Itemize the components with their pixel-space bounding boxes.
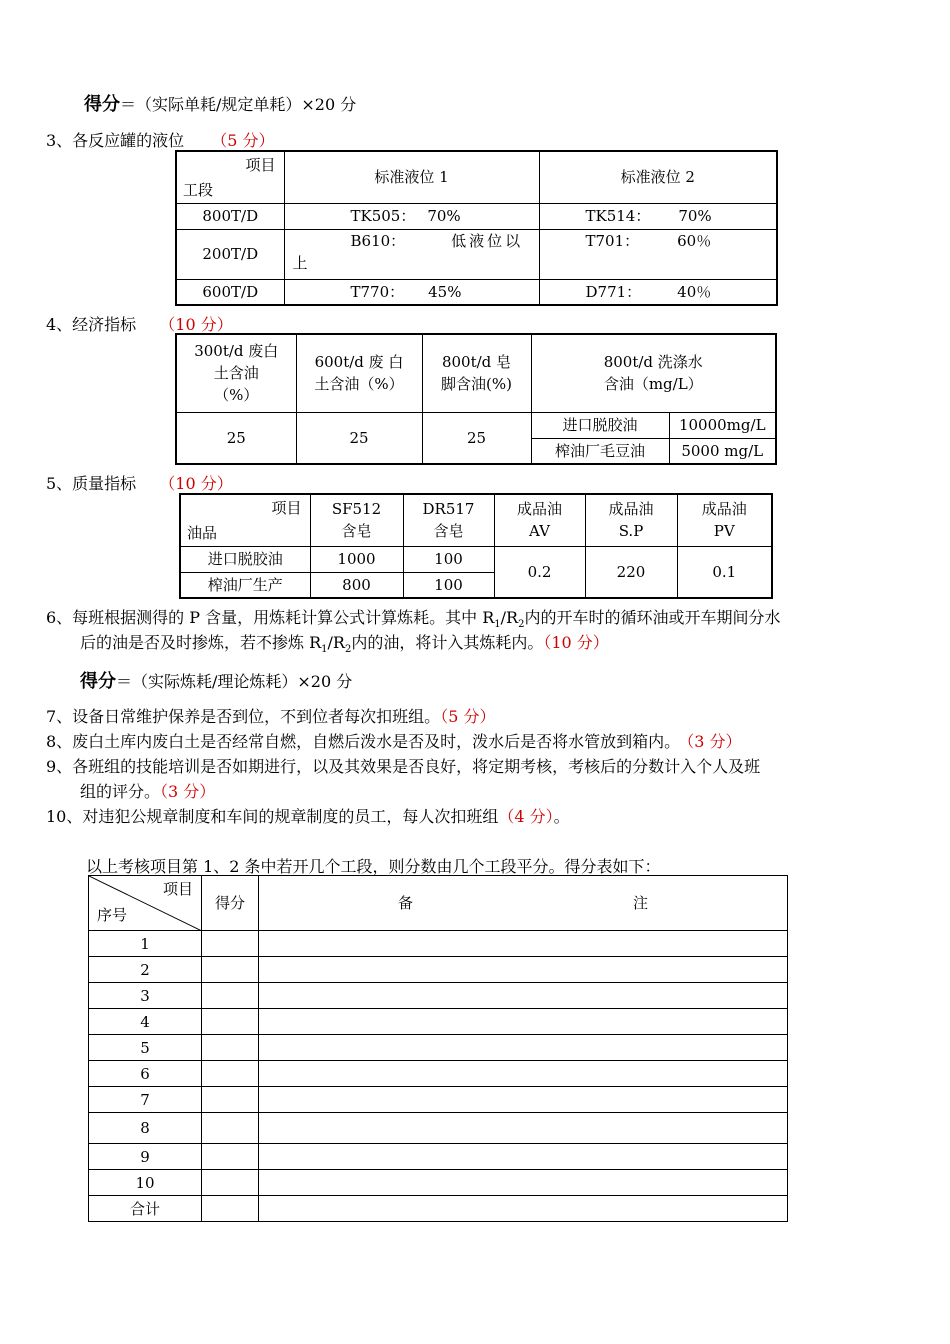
item-9-text: 组的评分。 bbox=[80, 782, 161, 801]
item-6-line-1 bbox=[46, 605, 780, 630]
item-6-text: 后的油是否及时掺炼，若不掺炼 R bbox=[80, 633, 322, 652]
item-10 bbox=[46, 804, 570, 827]
item-10-points: （4 分） bbox=[498, 807, 554, 826]
header-line: （%） bbox=[214, 386, 259, 405]
header-line: 含皂 bbox=[433, 522, 464, 541]
score-formula-2 bbox=[80, 667, 352, 693]
score-formula-1 bbox=[84, 90, 356, 116]
tank-label: T770： bbox=[350, 282, 405, 301]
score-cell[interactable] bbox=[202, 1061, 259, 1087]
header-300t bbox=[176, 334, 296, 412]
tank-value: 70% bbox=[427, 207, 461, 225]
tank-value: 70% bbox=[678, 207, 712, 225]
section-cell: 200T/D bbox=[176, 229, 284, 279]
note-cell[interactable] bbox=[259, 931, 788, 957]
note-cell[interactable] bbox=[259, 1061, 788, 1087]
note-cell[interactable] bbox=[259, 1035, 788, 1061]
header-line: 含皂 bbox=[341, 522, 372, 541]
row-number: 2 bbox=[89, 957, 202, 983]
score-formula: ＝（实际炼耗/理论炼耗）×20 分 bbox=[116, 672, 353, 691]
dr517-cell: 100 bbox=[403, 572, 494, 598]
table-corner bbox=[89, 876, 202, 931]
item-6-text: /R bbox=[327, 633, 345, 652]
item-4-heading bbox=[46, 312, 233, 335]
score-cell[interactable] bbox=[202, 1035, 259, 1061]
corner-top: 项目 bbox=[245, 156, 276, 174]
corner-top: 项目 bbox=[271, 499, 302, 517]
score-label: 得分 bbox=[80, 671, 116, 692]
item-5-points: （10 分） bbox=[159, 474, 233, 493]
level-2-cell bbox=[539, 279, 777, 305]
sub-value-cell: 10000mg/L bbox=[669, 412, 776, 438]
header-line: 800t/d 洗涤水 bbox=[603, 353, 703, 372]
row-number: 4 bbox=[89, 1009, 202, 1035]
section-cell: 800T/D bbox=[176, 203, 284, 229]
row-number: 7 bbox=[89, 1087, 202, 1113]
row-number: 1 bbox=[89, 931, 202, 957]
item-4-title: 4、经济指标 bbox=[46, 315, 137, 334]
note-cell[interactable] bbox=[259, 1144, 788, 1170]
row-number: 8 bbox=[89, 1113, 202, 1144]
header-800t-wash bbox=[531, 334, 776, 412]
section-cell: 600T/D bbox=[176, 279, 284, 305]
header-line: 成品油 bbox=[516, 500, 562, 519]
note-cell[interactable] bbox=[259, 1196, 788, 1222]
header-level-1: 标准液位 1 bbox=[284, 151, 539, 203]
table-corner bbox=[176, 151, 284, 203]
tank-label: B610： bbox=[350, 231, 406, 250]
item-6-text: 内的开车时的循环油或开车期间分水 bbox=[524, 608, 781, 627]
quality-index-table bbox=[179, 493, 773, 599]
tank-value: 45% bbox=[428, 282, 462, 301]
item-3-points: （5 分） bbox=[211, 131, 275, 150]
score-cell[interactable] bbox=[202, 1113, 259, 1144]
row-number: 9 bbox=[89, 1144, 202, 1170]
item-4-points: （10 分） bbox=[159, 315, 233, 334]
item-6-text: 内的油，将计入其炼耗内。 bbox=[351, 633, 544, 652]
item-7-points: （5 分） bbox=[440, 707, 496, 726]
header-800t-soap bbox=[422, 334, 531, 412]
note-cell[interactable] bbox=[259, 983, 788, 1009]
subscript: 2 bbox=[518, 619, 525, 631]
oil-name-cell: 榨油厂生产 bbox=[180, 572, 310, 598]
item-9-line-2 bbox=[80, 779, 215, 802]
header-note bbox=[259, 876, 788, 931]
score-table bbox=[88, 875, 788, 1222]
header-score: 得分 bbox=[202, 876, 259, 931]
note-cell[interactable] bbox=[259, 1170, 788, 1196]
header-av bbox=[494, 494, 585, 546]
subscript: 2 bbox=[344, 644, 352, 656]
corner-bottom: 工段 bbox=[183, 180, 214, 199]
score-formula: ＝（实际单耗/规定单耗）×20 分 bbox=[120, 95, 357, 114]
tank-value: 40％ bbox=[677, 282, 712, 301]
score-cell[interactable] bbox=[202, 1196, 259, 1222]
score-cell[interactable] bbox=[202, 1170, 259, 1196]
subscript: 1 bbox=[494, 619, 501, 631]
tank-label: TK505： bbox=[350, 207, 416, 225]
note-cell[interactable] bbox=[259, 1009, 788, 1035]
corner-bottom: 油品 bbox=[187, 523, 218, 542]
item-8-text: 8、废白土库内废白土是否经常自燃，自燃后泼水是否及时，泼水后是否将水管放到箱内。 bbox=[46, 732, 681, 751]
header-line: SF512 bbox=[331, 500, 382, 519]
tank-label: T701： bbox=[585, 231, 640, 250]
item-9-text: 9、各班组的技能培训是否如期进行，以及其效果是否良好，将定期考核，考核后的分数计入个人及班 bbox=[46, 757, 761, 776]
row-number: 5 bbox=[89, 1035, 202, 1061]
liquid-level-table bbox=[175, 150, 778, 306]
av-cell: 0.2 bbox=[494, 546, 585, 598]
tank-label: D771： bbox=[585, 282, 642, 301]
tank-value: 低液位以 bbox=[451, 231, 524, 250]
item-3-title: 3、各反应罐的液位 bbox=[46, 131, 185, 150]
item-5-heading bbox=[46, 471, 233, 494]
row-number: 6 bbox=[89, 1061, 202, 1087]
item-9-points: （3 分） bbox=[160, 782, 216, 801]
sp-cell: 220 bbox=[585, 546, 677, 598]
header-line: 土含油 bbox=[213, 364, 259, 383]
header-line: 600t/d 废 白 bbox=[314, 353, 404, 372]
subscript: 1 bbox=[321, 644, 328, 656]
header-line: AV bbox=[529, 522, 550, 541]
score-cell[interactable] bbox=[202, 983, 259, 1009]
level-2-cell bbox=[539, 229, 777, 279]
row-number: 3 bbox=[89, 983, 202, 1009]
header-line: 含油（mg/L） bbox=[603, 375, 703, 394]
sf512-cell: 800 bbox=[310, 572, 403, 598]
header-sp bbox=[585, 494, 677, 546]
sub-name-cell: 榨油厂毛豆油 bbox=[531, 438, 669, 464]
item-7-text: 7、设备日常维护保养是否到位，不到位者每次扣班组。 bbox=[46, 707, 441, 726]
header-sf512 bbox=[310, 494, 403, 546]
sub-name-cell: 进口脱胶油 bbox=[531, 412, 669, 438]
dr517-cell: 100 bbox=[403, 546, 494, 572]
corner-top: 项目 bbox=[162, 880, 193, 898]
item-10-text: 10、对违犯公规章制度和车间的规章制度的员工，每人次扣班组 bbox=[46, 807, 499, 826]
header-line: 成品油 bbox=[701, 500, 747, 519]
summary-text: 以上考核项目第 1、2 条中若开几个工段，则分数由几个工段平分。得分表如下： bbox=[86, 857, 661, 876]
item-10-tail: 。 bbox=[553, 807, 570, 826]
header-line: DR517 bbox=[422, 500, 475, 519]
oil-name-cell: 进口脱胶油 bbox=[180, 546, 310, 572]
tank-label: TK514： bbox=[585, 207, 651, 225]
item-8-points: （3 分） bbox=[686, 732, 742, 751]
header-line: 300t/d 废白 bbox=[194, 342, 279, 361]
item-6-points: （10 分） bbox=[543, 633, 609, 652]
tank-value: 60％ bbox=[677, 231, 712, 250]
score-cell[interactable] bbox=[202, 957, 259, 983]
value-cell: 25 bbox=[422, 412, 531, 464]
score-cell[interactable] bbox=[202, 931, 259, 957]
value-cell: 25 bbox=[176, 412, 296, 464]
level-1-cell bbox=[284, 203, 539, 229]
note-cell[interactable] bbox=[259, 957, 788, 983]
header-dr517 bbox=[403, 494, 494, 546]
score-cell[interactable] bbox=[202, 1087, 259, 1113]
score-label: 得分 bbox=[84, 94, 120, 115]
corner-bottom: 序号 bbox=[97, 906, 128, 924]
item-6-text: /R bbox=[500, 608, 519, 627]
header-note-b: 注 bbox=[633, 894, 649, 912]
level-1-cell bbox=[284, 229, 539, 279]
header-pv bbox=[677, 494, 772, 546]
header-line: 800t/d 皂 bbox=[441, 353, 512, 372]
pv-cell: 0.1 bbox=[677, 546, 772, 598]
row-number: 合计 bbox=[89, 1196, 202, 1222]
item-3-heading bbox=[46, 128, 275, 151]
score-cell[interactable] bbox=[202, 1144, 259, 1170]
header-line: PV bbox=[713, 522, 735, 541]
item-8 bbox=[46, 729, 741, 752]
sf512-cell: 1000 bbox=[310, 546, 403, 572]
item-5-title: 5、质量指标 bbox=[46, 474, 137, 493]
row-number: 10 bbox=[89, 1170, 202, 1196]
header-line: 脚含油(%) bbox=[441, 375, 512, 394]
table-corner bbox=[180, 494, 310, 546]
economic-index-table bbox=[175, 333, 777, 465]
note-cell[interactable] bbox=[259, 1113, 788, 1144]
header-level-2: 标准液位 2 bbox=[539, 151, 777, 203]
level-2-cell bbox=[539, 203, 777, 229]
item-6-text: 6、每班根据测得的 P 含量，用炼耗计算公式计算炼耗。其中 R bbox=[46, 608, 495, 627]
header-line: 土含油（%） bbox=[314, 375, 404, 394]
header-line: 成品油 bbox=[608, 500, 654, 519]
header-note-a: 备 bbox=[397, 894, 413, 912]
header-line: S.P bbox=[618, 522, 644, 541]
sub-value-cell: 5000 mg/L bbox=[669, 438, 776, 464]
score-cell[interactable] bbox=[202, 1009, 259, 1035]
header-600t bbox=[296, 334, 422, 412]
item-9-line-1 bbox=[46, 754, 760, 777]
tank-value-wrap: 上 bbox=[292, 253, 308, 272]
item-6-line-2 bbox=[80, 630, 609, 655]
item-7 bbox=[46, 704, 495, 727]
level-1-cell bbox=[284, 279, 539, 305]
value-cell: 25 bbox=[296, 412, 422, 464]
note-cell[interactable] bbox=[259, 1087, 788, 1113]
